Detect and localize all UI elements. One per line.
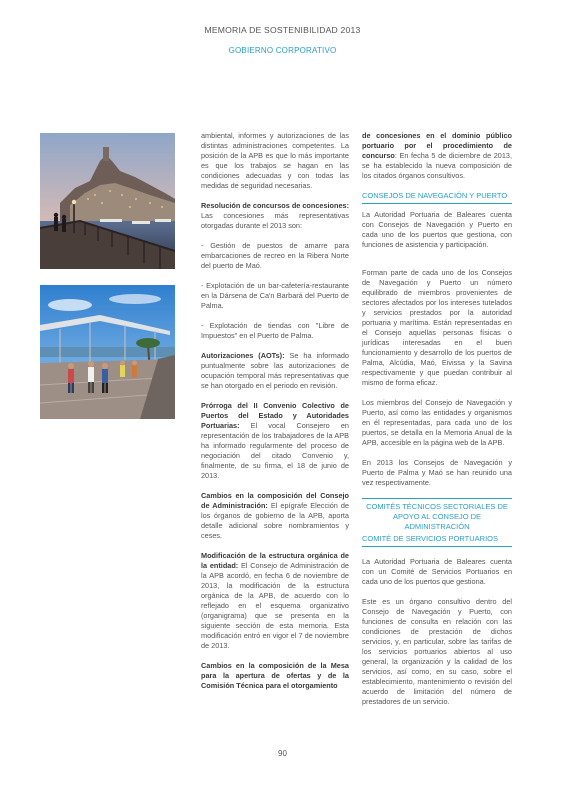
paragraph-heading: Autorizaciones (AOTs): bbox=[201, 351, 285, 360]
paragraph: Resolución de concursos de concesiones: Las concesiones más representativas otorgadas durante el 2013 son: bbox=[201, 201, 350, 230]
paragraph: ambiental, informes y autorizaciones de las distintas administraciones competentes. La posición de la APB es que lo más importante es que los trabajos se hagan en las condiciones adecuadas y con todas las medidas de seguridad necesarias. bbox=[201, 131, 349, 190]
section-heading-consejos: CONSEJOS DE NAVEGACIÓN Y PUERTO bbox=[362, 191, 512, 204]
section-heading-comites: COMITÉS TÉCNICOS SECTORIALES DE APOYO AL CONSEJO DE ADMINISTRACIÓN bbox=[366, 502, 508, 531]
report-title: MEMORIA DE SOSTENIBILIDAD 2013 bbox=[204, 25, 361, 35]
paragraph: Modificación de la estructura orgánica de la entidad: El Consejo de Administración de la APB acordó, en fecha 6 de noviembre de 2013, la modificación de la estructura orgánica de la APB, de acuerdo con lo reflejado en el esquema organizativo (organigrama) que se presenta en la siguiente sección de esta memoria. Esta modificación entró en vigor el 7 de noviembre de 2013. bbox=[201, 551, 349, 650]
text-column-right bbox=[362, 131, 512, 717]
paragraph: En 2013 los Consejos de Navegación y Puerto de Palma y Maó se han reunido una vez respectivamente. bbox=[362, 458, 512, 487]
list-item: - Explotación de un bar-cafetería-restaurante en la Dársena de Ca'n Barbará del Puerto de Palma. bbox=[201, 281, 349, 310]
paragraph: Cambios en la composición del Consejo de Administración: El epígrafe Elección de los órganos de gobierno de la APB, aporta detalle adicional sobre nombramientos y ceses. bbox=[201, 491, 349, 540]
paragraph-heading: Modificación de la estructura orgánica de la entidad: bbox=[201, 551, 349, 570]
paragraph-heading: Cambios en la composición de la Mesa para la apertura de ofertas y de la Comisión Técnica para el otorgamiento bbox=[201, 661, 349, 690]
paragraph: La Autoridad Portuaria de Baleares cuenta con un Comité de Servicios Portuarios en cada uno de los puertos que gestiona. bbox=[362, 557, 512, 586]
paragraph-heading: Resolución de concursos de concesiones: bbox=[201, 201, 350, 210]
page-number: 90 bbox=[278, 749, 287, 758]
paragraph: de concesiones en el dominio público portuario por el procedimiento de concurso: En fecha 5 de diciembre de 2013, se ha establecido la nueva composición de los citados órganos consultivos. bbox=[362, 131, 512, 180]
list-item: - Gestión de puestos de amarre para embarcaciones de recreo en la Ribera Norte del puerto de Maó. bbox=[201, 241, 349, 270]
paragraph: Forman parte de cada uno de los Consejos de Navegación y Puerto un número equilibrado de miembros provenientes de sectores afectados por los intereses tutelados y servicios prestados por la autoridad portuaria y marítima. Están representadas en el Consejo aquellas personas físicas o jurídicas interesadas en el buen funcionamiento y desarrollo de los puertos de Palma, Alcúdia, Maó, Eivissa y la Savina respectivamente y que puedan contribuir al mismo de forma eficaz. bbox=[362, 268, 512, 387]
paragraph: La Autoridad Portuaria de Baleares cuenta con Consejos de Navegación y Puerto en cada uno de los puertos que gestiona, con funciones de asistencia y participación. bbox=[362, 210, 512, 249]
photo-palma-promenade bbox=[40, 285, 175, 419]
paragraph: Autorizaciones (AOTs): Se ha informado puntualmente sobre las autorizaciones de ocupación temporal más representativas que se han otorgado en el periodo en revisión. bbox=[201, 351, 349, 390]
paragraph-heading: Prórroga del II Convenio Colectivo de Puertos del Estado y Autoridades Portuarias: bbox=[201, 401, 349, 430]
section-title: GOBIERNO CORPORATIVO bbox=[228, 46, 337, 55]
list-item: - Explotación de tiendas con "Libre de Impuestos" en el Puerto de Palma. bbox=[201, 321, 349, 340]
paragraph-heading: Cambios en la composición del Consejo de Administración: bbox=[201, 491, 349, 510]
paragraph: Los miembros del Consejo de Navegación y Puerto, así como las entidades y organismos en él representadas, para cada uno de los puertos, se detalla en la Memoria Anual de la APB, accesible en la página web de la APB. bbox=[362, 398, 512, 447]
paragraph bbox=[201, 661, 349, 691]
section-divider bbox=[362, 498, 512, 499]
photo-ibiza-harbour-dusk bbox=[40, 133, 175, 269]
paragraph: Prórroga del II Convenio Colectivo de Puertos del Estado y Autoridades Portuarias: El vocal Consejero en representación de los trabajadores de la APB ha informado regularmente del proceso de negociación del citado Convenio y, finalmente, de su firma, el 18 de junio de 2013. bbox=[201, 401, 349, 480]
text-column-left bbox=[201, 131, 349, 701]
section-heading-comite-servicios: COMITÉ DE SERVICIOS PORTUARIOS bbox=[362, 534, 512, 547]
paragraph-heading: de concesiones en el dominio público portuario por el procedimiento de concurso bbox=[362, 131, 512, 160]
paragraph: Este es un órgano consultivo dentro del Consejo de Navegación y Puerto, con funciones de consulta en relación con las condiciones de prestación de dichos servicios, y, en particular, sobre las tarifas de los servicios portuarios abiertos al uso general, la organización y la calidad de los servicios, así como, en su caso, sobre el establecimiento, mantenimiento o revisión del acuerdo de limitación del número de prestadores de un servicio. bbox=[362, 597, 512, 706]
